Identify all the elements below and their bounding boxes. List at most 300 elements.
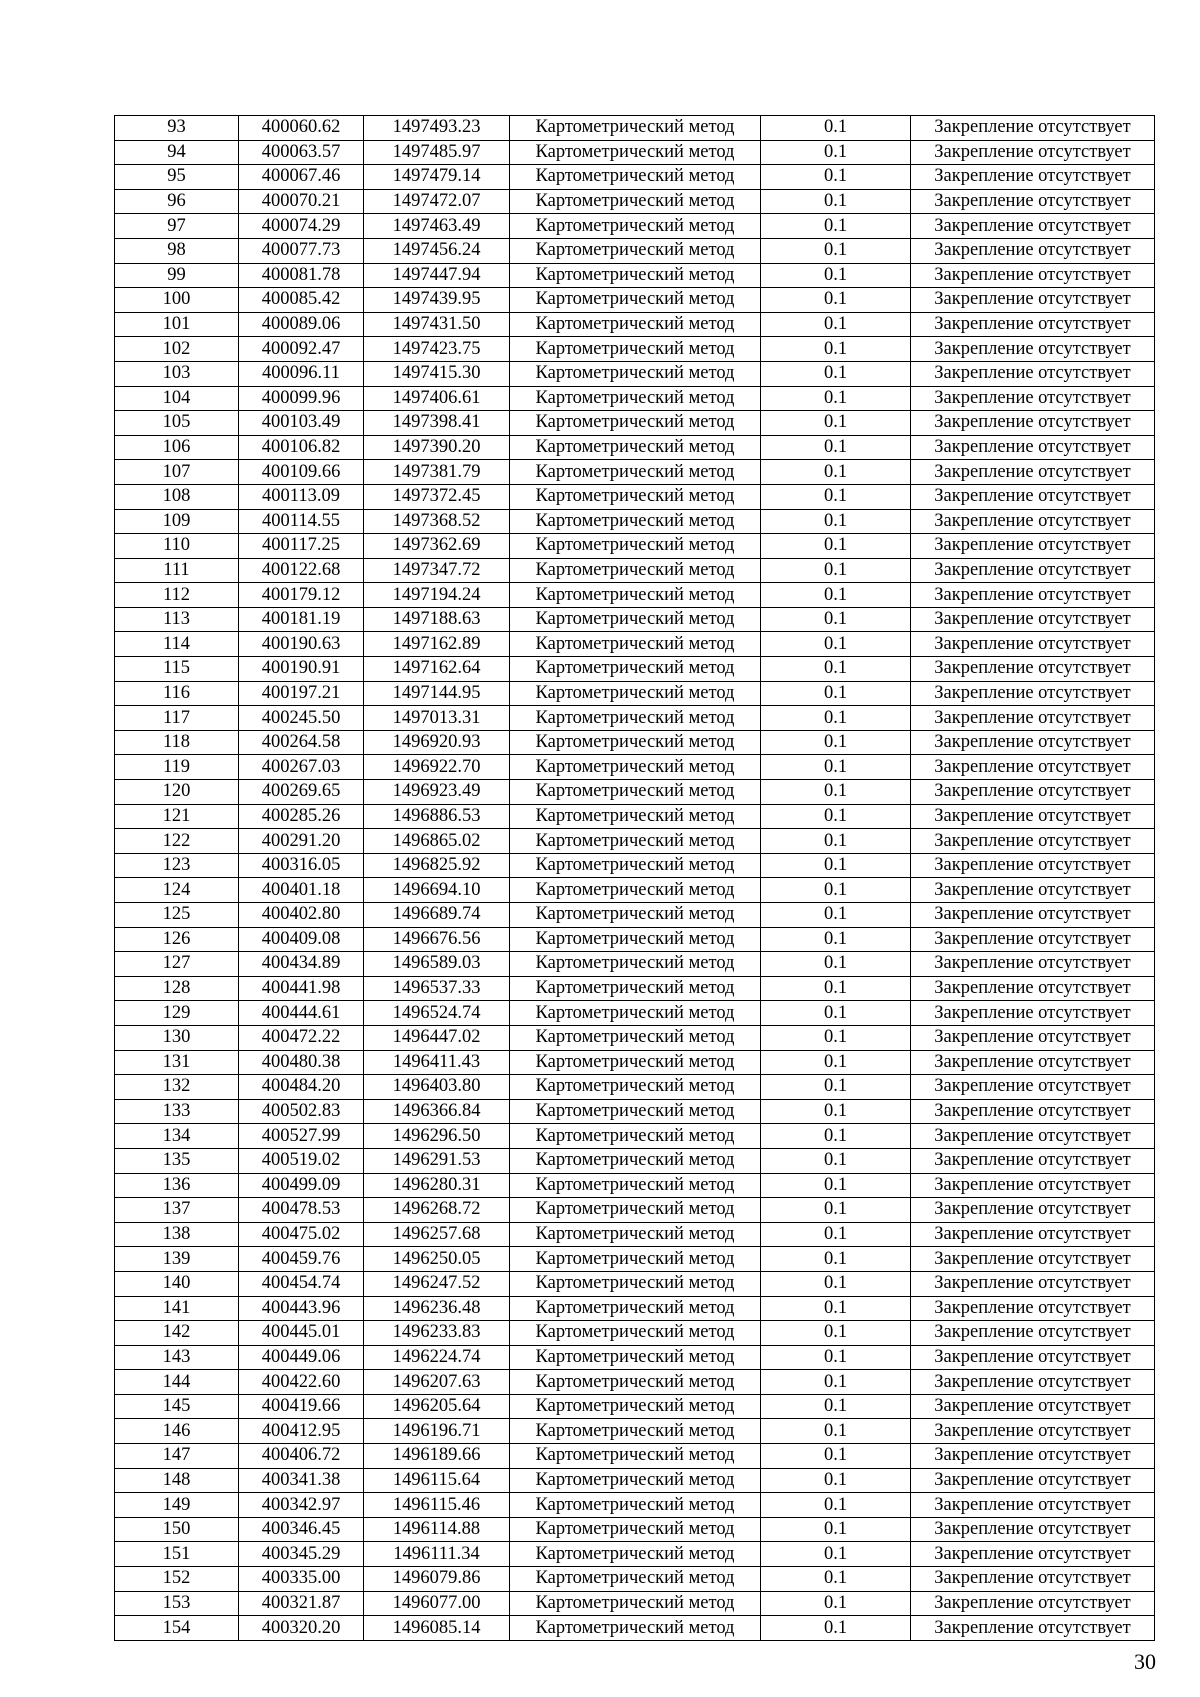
method-cell: Картометрический метод [510,484,761,509]
y-coordinate-cell: 1497415.30 [364,361,510,386]
marking-cell: Закрепление отсутствует [911,1025,1155,1050]
marking-cell: Закрепление отсутствует [911,804,1155,829]
x-coordinate-cell: 400081.78 [239,263,364,288]
x-coordinate-cell: 400459.76 [239,1247,364,1272]
table-row [115,1025,1155,1050]
marking-cell: Закрепление отсутствует [911,1444,1155,1469]
x-coordinate-cell: 400475.02 [239,1222,364,1247]
method-cell: Картометрический метод [510,853,761,878]
y-coordinate-cell: 1496233.83 [364,1321,510,1346]
point-number-cell: 113 [115,607,239,632]
method-cell: Картометрический метод [510,534,761,559]
table-row [115,1567,1155,1592]
accuracy-cell: 0.1 [761,1050,911,1075]
point-number-cell: 149 [115,1493,239,1518]
x-coordinate-cell: 400269.65 [239,780,364,805]
y-coordinate-cell: 1497162.89 [364,632,510,657]
method-cell: Картометрический метод [510,829,761,854]
table-row [115,140,1155,165]
accuracy-cell: 0.1 [761,804,911,829]
x-coordinate-cell: 400484.20 [239,1075,364,1100]
method-cell: Картометрический метод [510,706,761,731]
point-number-cell: 145 [115,1394,239,1419]
table-row [115,632,1155,657]
y-coordinate-cell: 1496524.74 [364,1001,510,1026]
point-number-cell: 114 [115,632,239,657]
method-cell: Картометрический метод [510,116,761,141]
y-coordinate-cell: 1497362.69 [364,534,510,559]
method-cell: Картометрический метод [510,460,761,485]
method-cell: Картометрический метод [510,878,761,903]
method-cell: Картометрический метод [510,1591,761,1616]
accuracy-cell: 0.1 [761,755,911,780]
table-row [115,263,1155,288]
x-coordinate-cell: 400264.58 [239,730,364,755]
y-coordinate-cell: 1496689.74 [364,903,510,928]
table-row [115,361,1155,386]
point-number-cell: 123 [115,853,239,878]
x-coordinate-cell: 400321.87 [239,1591,364,1616]
point-number-cell: 133 [115,1099,239,1124]
marking-cell: Закрепление отсутствует [911,1124,1155,1149]
y-coordinate-cell: 1496247.52 [364,1271,510,1296]
method-cell: Картометрический метод [510,952,761,977]
y-coordinate-cell: 1496268.72 [364,1198,510,1223]
accuracy-cell: 0.1 [761,288,911,313]
table-row [115,976,1155,1001]
marking-cell: Закрепление отсутствует [911,1591,1155,1616]
table-row [115,534,1155,559]
accuracy-cell: 0.1 [761,927,911,952]
y-coordinate-cell: 1496257.68 [364,1222,510,1247]
method-cell: Картометрический метод [510,903,761,928]
table-row [115,780,1155,805]
point-number-cell: 142 [115,1321,239,1346]
x-coordinate-cell: 400480.38 [239,1050,364,1075]
y-coordinate-cell: 1497463.49 [364,214,510,239]
point-number-cell: 132 [115,1075,239,1100]
point-number-cell: 130 [115,1025,239,1050]
point-number-cell: 148 [115,1468,239,1493]
table-row [115,583,1155,608]
table-row [115,1444,1155,1469]
table-row [115,1271,1155,1296]
marking-cell: Закрепление отсутствует [911,460,1155,485]
y-coordinate-cell: 1497479.14 [364,165,510,190]
table-row [115,829,1155,854]
point-number-cell: 101 [115,312,239,337]
table-row [115,878,1155,903]
marking-cell: Закрепление отсутствует [911,1542,1155,1567]
accuracy-cell: 0.1 [761,1419,911,1444]
x-coordinate-cell: 400067.46 [239,165,364,190]
table-row [115,214,1155,239]
marking-cell: Закрепление отсутствует [911,238,1155,263]
marking-cell: Закрепление отсутствует [911,1394,1155,1419]
y-coordinate-cell: 1496920.93 [364,730,510,755]
table-row [115,386,1155,411]
method-cell: Картометрический метод [510,583,761,608]
y-coordinate-cell: 1497194.24 [364,583,510,608]
point-number-cell: 128 [115,976,239,1001]
y-coordinate-cell: 1496825.92 [364,853,510,878]
method-cell: Картометрический метод [510,312,761,337]
method-cell: Картометрический метод [510,1099,761,1124]
accuracy-cell: 0.1 [761,386,911,411]
marking-cell: Закрепление отсутствует [911,607,1155,632]
method-cell: Картометрический метод [510,1025,761,1050]
marking-cell: Закрепление отсутствует [911,952,1155,977]
point-number-cell: 108 [115,484,239,509]
point-number-cell: 121 [115,804,239,829]
accuracy-cell: 0.1 [761,484,911,509]
accuracy-cell: 0.1 [761,1198,911,1223]
marking-cell: Закрепление отсутствует [911,484,1155,509]
method-cell: Картометрический метод [510,755,761,780]
marking-cell: Закрепление отсутствует [911,1321,1155,1346]
method-cell: Картометрический метод [510,1444,761,1469]
accuracy-cell: 0.1 [761,583,911,608]
marking-cell: Закрепление отсутствует [911,903,1155,928]
accuracy-cell: 0.1 [761,1321,911,1346]
marking-cell: Закрепление отсутствует [911,411,1155,436]
accuracy-cell: 0.1 [761,361,911,386]
point-number-cell: 137 [115,1198,239,1223]
y-coordinate-cell: 1497381.79 [364,460,510,485]
point-number-cell: 141 [115,1296,239,1321]
accuracy-cell: 0.1 [761,853,911,878]
table-row [115,1591,1155,1616]
table-row [115,1050,1155,1075]
y-coordinate-cell: 1496079.86 [364,1567,510,1592]
method-cell: Картометрический метод [510,1173,761,1198]
accuracy-cell: 0.1 [761,1222,911,1247]
y-coordinate-cell: 1496291.53 [364,1148,510,1173]
point-number-cell: 115 [115,657,239,682]
x-coordinate-cell: 400335.00 [239,1567,364,1592]
method-cell: Картометрический метод [510,927,761,952]
table-row [115,288,1155,313]
method-cell: Картометрический метод [510,189,761,214]
accuracy-cell: 0.1 [761,1099,911,1124]
accuracy-cell: 0.1 [761,632,911,657]
method-cell: Картометрический метод [510,411,761,436]
x-coordinate-cell: 400096.11 [239,361,364,386]
y-coordinate-cell: 1496296.50 [364,1124,510,1149]
marking-cell: Закрепление отсутствует [911,386,1155,411]
accuracy-cell: 0.1 [761,681,911,706]
y-coordinate-cell: 1497347.72 [364,558,510,583]
table-row [115,238,1155,263]
method-cell: Картометрический метод [510,607,761,632]
x-coordinate-cell: 400454.74 [239,1271,364,1296]
method-cell: Картометрический метод [510,509,761,534]
marking-cell: Закрепление отсутствует [911,730,1155,755]
x-coordinate-cell: 400345.29 [239,1542,364,1567]
marking-cell: Закрепление отсутствует [911,1148,1155,1173]
accuracy-cell: 0.1 [761,1468,911,1493]
y-coordinate-cell: 1497456.24 [364,238,510,263]
table-row [115,755,1155,780]
accuracy-cell: 0.1 [761,730,911,755]
x-coordinate-cell: 400291.20 [239,829,364,854]
table-row [115,165,1155,190]
table-row [115,1075,1155,1100]
table-row [115,952,1155,977]
point-number-cell: 116 [115,681,239,706]
x-coordinate-cell: 400114.55 [239,509,364,534]
x-coordinate-cell: 400197.21 [239,681,364,706]
accuracy-cell: 0.1 [761,263,911,288]
table-row [115,116,1155,141]
point-number-cell: 124 [115,878,239,903]
method-cell: Картометрический метод [510,1419,761,1444]
x-coordinate-cell: 400422.60 [239,1370,364,1395]
coordinates-table [114,115,1155,1641]
point-number-cell: 120 [115,780,239,805]
x-coordinate-cell: 400109.66 [239,460,364,485]
point-number-cell: 95 [115,165,239,190]
x-coordinate-cell: 400527.99 [239,1124,364,1149]
x-coordinate-cell: 400063.57 [239,140,364,165]
table-row [115,1296,1155,1321]
point-number-cell: 135 [115,1148,239,1173]
table-row [115,1468,1155,1493]
y-coordinate-cell: 1496676.56 [364,927,510,952]
point-number-cell: 140 [115,1271,239,1296]
point-number-cell: 136 [115,1173,239,1198]
point-number-cell: 150 [115,1517,239,1542]
x-coordinate-cell: 400499.09 [239,1173,364,1198]
point-number-cell: 146 [115,1419,239,1444]
x-coordinate-cell: 400103.49 [239,411,364,436]
method-cell: Картометрический метод [510,804,761,829]
marking-cell: Закрепление отсутствует [911,1419,1155,1444]
accuracy-cell: 0.1 [761,1591,911,1616]
accuracy-cell: 0.1 [761,435,911,460]
y-coordinate-cell: 1496085.14 [364,1616,510,1641]
y-coordinate-cell: 1496537.33 [364,976,510,1001]
method-cell: Картометрический метод [510,1198,761,1223]
y-coordinate-cell: 1497439.95 [364,288,510,313]
method-cell: Картометрический метод [510,1247,761,1272]
accuracy-cell: 0.1 [761,780,911,805]
marking-cell: Закрепление отсутствует [911,1296,1155,1321]
method-cell: Картометрический метод [510,288,761,313]
y-coordinate-cell: 1496224.74 [364,1345,510,1370]
marking-cell: Закрепление отсутствует [911,165,1155,190]
x-coordinate-cell: 400445.01 [239,1321,364,1346]
point-number-cell: 103 [115,361,239,386]
marking-cell: Закрепление отсутствует [911,1001,1155,1026]
y-coordinate-cell: 1496403.80 [364,1075,510,1100]
point-number-cell: 144 [115,1370,239,1395]
x-coordinate-cell: 400406.72 [239,1444,364,1469]
x-coordinate-cell: 400122.68 [239,558,364,583]
y-coordinate-cell: 1496250.05 [364,1247,510,1272]
x-coordinate-cell: 400113.09 [239,484,364,509]
marking-cell: Закрепление отсутствует [911,361,1155,386]
table-row [115,927,1155,952]
point-number-cell: 118 [115,730,239,755]
method-cell: Картометрический метод [510,165,761,190]
marking-cell: Закрепление отсутствует [911,1198,1155,1223]
x-coordinate-cell: 400074.29 [239,214,364,239]
y-coordinate-cell: 1497372.45 [364,484,510,509]
x-coordinate-cell: 400106.82 [239,435,364,460]
y-coordinate-cell: 1497398.41 [364,411,510,436]
point-number-cell: 104 [115,386,239,411]
accuracy-cell: 0.1 [761,903,911,928]
point-number-cell: 93 [115,116,239,141]
point-number-cell: 151 [115,1542,239,1567]
method-cell: Картометрический метод [510,1370,761,1395]
marking-cell: Закрепление отсутствует [911,681,1155,706]
accuracy-cell: 0.1 [761,116,911,141]
accuracy-cell: 0.1 [761,952,911,977]
x-coordinate-cell: 400245.50 [239,706,364,731]
point-number-cell: 134 [115,1124,239,1149]
marking-cell: Закрепление отсутствует [911,657,1155,682]
table-row [115,804,1155,829]
accuracy-cell: 0.1 [761,1567,911,1592]
y-coordinate-cell: 1497390.20 [364,435,510,460]
marking-cell: Закрепление отсутствует [911,312,1155,337]
marking-cell: Закрепление отсутствует [911,780,1155,805]
method-cell: Картометрический метод [510,1517,761,1542]
accuracy-cell: 0.1 [761,509,911,534]
point-number-cell: 153 [115,1591,239,1616]
marking-cell: Закрепление отсутствует [911,116,1155,141]
point-number-cell: 119 [115,755,239,780]
y-coordinate-cell: 1497493.23 [364,116,510,141]
method-cell: Картометрический метод [510,1001,761,1026]
y-coordinate-cell: 1497188.63 [364,607,510,632]
accuracy-cell: 0.1 [761,1271,911,1296]
marking-cell: Закрепление отсутствует [911,558,1155,583]
marking-cell: Закрепление отсутствует [911,189,1155,214]
method-cell: Картометрический метод [510,1345,761,1370]
table-row [115,1370,1155,1395]
x-coordinate-cell: 400342.97 [239,1493,364,1518]
x-coordinate-cell: 400472.22 [239,1025,364,1050]
table-row [115,1616,1155,1641]
marking-cell: Закрепление отсутствует [911,878,1155,903]
y-coordinate-cell: 1497431.50 [364,312,510,337]
marking-cell: Закрепление отсутствует [911,1616,1155,1641]
x-coordinate-cell: 400117.25 [239,534,364,559]
accuracy-cell: 0.1 [761,1001,911,1026]
accuracy-cell: 0.1 [761,460,911,485]
x-coordinate-cell: 400441.98 [239,976,364,1001]
point-number-cell: 154 [115,1616,239,1641]
x-coordinate-cell: 400179.12 [239,583,364,608]
marking-cell: Закрепление отсутствует [911,976,1155,1001]
accuracy-cell: 0.1 [761,1517,911,1542]
accuracy-cell: 0.1 [761,878,911,903]
accuracy-cell: 0.1 [761,1493,911,1518]
x-coordinate-cell: 400401.18 [239,878,364,903]
method-cell: Картометрический метод [510,238,761,263]
table-row [115,1148,1155,1173]
point-number-cell: 138 [115,1222,239,1247]
x-coordinate-cell: 400190.63 [239,632,364,657]
point-number-cell: 127 [115,952,239,977]
accuracy-cell: 0.1 [761,1025,911,1050]
method-cell: Картометрический метод [510,1542,761,1567]
y-coordinate-cell: 1497144.95 [364,681,510,706]
x-coordinate-cell: 400099.96 [239,386,364,411]
y-coordinate-cell: 1496115.64 [364,1468,510,1493]
y-coordinate-cell: 1496922.70 [364,755,510,780]
marking-cell: Закрепление отсутствует [911,1173,1155,1198]
page-number: 30 [1134,1649,1156,1674]
y-coordinate-cell: 1496205.64 [364,1394,510,1419]
table-row [115,189,1155,214]
x-coordinate-cell: 400181.19 [239,607,364,632]
x-coordinate-cell: 400412.95 [239,1419,364,1444]
marking-cell: Закрепление отсутствует [911,1345,1155,1370]
accuracy-cell: 0.1 [761,238,911,263]
table-row [115,558,1155,583]
x-coordinate-cell: 400346.45 [239,1517,364,1542]
table-row [115,1222,1155,1247]
method-cell: Картометрический метод [510,1567,761,1592]
x-coordinate-cell: 400519.02 [239,1148,364,1173]
marking-cell: Закрепление отсутствует [911,509,1155,534]
accuracy-cell: 0.1 [761,312,911,337]
marking-cell: Закрепление отсутствует [911,140,1155,165]
point-number-cell: 129 [115,1001,239,1026]
table-row [115,411,1155,436]
table-row [115,730,1155,755]
marking-cell: Закрепление отсутствует [911,337,1155,362]
method-cell: Картометрический метод [510,1394,761,1419]
point-number-cell: 102 [115,337,239,362]
y-coordinate-cell: 1496865.02 [364,829,510,854]
method-cell: Картометрический метод [510,1321,761,1346]
accuracy-cell: 0.1 [761,706,911,731]
method-cell: Картометрический метод [510,1050,761,1075]
y-coordinate-cell: 1497013.31 [364,706,510,731]
marking-cell: Закрепление отсутствует [911,435,1155,460]
accuracy-cell: 0.1 [761,1148,911,1173]
marking-cell: Закрепление отсутствует [911,755,1155,780]
marking-cell: Закрепление отсутствует [911,927,1155,952]
point-number-cell: 99 [115,263,239,288]
marking-cell: Закрепление отсутствует [911,1567,1155,1592]
method-cell: Картометрический метод [510,214,761,239]
method-cell: Картометрический метод [510,657,761,682]
method-cell: Картометрический метод [510,1222,761,1247]
table-row [115,1517,1155,1542]
y-coordinate-cell: 1496886.53 [364,804,510,829]
point-number-cell: 139 [115,1247,239,1272]
method-cell: Картометрический метод [510,263,761,288]
x-coordinate-cell: 400434.89 [239,952,364,977]
accuracy-cell: 0.1 [761,1616,911,1641]
marking-cell: Закрепление отсутствует [911,263,1155,288]
point-number-cell: 122 [115,829,239,854]
method-cell: Картометрический метод [510,361,761,386]
table-row [115,1493,1155,1518]
point-number-cell: 110 [115,534,239,559]
marking-cell: Закрепление отсутствует [911,706,1155,731]
accuracy-cell: 0.1 [761,1296,911,1321]
table-row [115,1321,1155,1346]
accuracy-cell: 0.1 [761,189,911,214]
point-number-cell: 117 [115,706,239,731]
